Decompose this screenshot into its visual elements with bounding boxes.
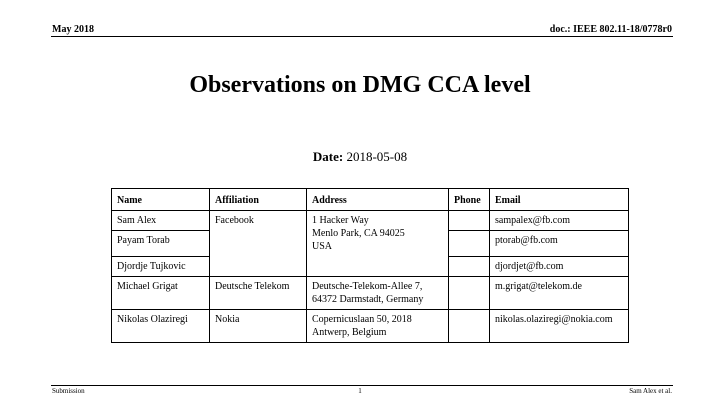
author-name: Sam Alex [112,211,210,231]
author-phone [449,310,490,343]
author-affiliation: Nokia [210,310,307,343]
address-line: Menlo Park, CA 94025 [312,228,405,239]
footer-divider [51,385,673,386]
slide-title: Observations on DMG CCA level [189,72,531,98]
column-header-affiliation: Affiliation [210,189,307,211]
author-phone [449,277,490,310]
author-email: sampalex@fb.com [490,211,629,231]
author-name: Nikolas Olaziregi [112,310,210,343]
date-label: Date: [312,149,344,164]
table-row [112,211,629,231]
author-email: djordjet@fb.com [490,257,629,277]
footer-page-number: 1 [358,387,362,395]
author-address [307,310,449,343]
footer-submission: Submission [52,387,85,395]
author-name: Michael Grigat [112,277,210,310]
author-affiliation: Facebook [210,211,307,277]
author-phone [449,257,490,277]
address-line: USA [312,241,333,252]
author-email: ptorab@fb.com [490,231,629,257]
address-line: Copernicuslaan 50, 2018 [312,314,412,325]
author-email: nikolas.olaziregi@nokia.com [490,310,629,343]
column-header-phone: Phone [449,189,490,211]
date-value: 2018-05-08 [346,149,408,164]
address-line: Antwerp, Belgium [312,327,387,338]
column-header-name: Name [112,189,210,211]
date-line [0,149,720,165]
column-header-address: Address [307,189,449,211]
author-phone [449,231,490,257]
header-date: May 2018 [52,24,94,35]
author-name: Djordje Tujkovic [112,257,210,277]
address-line: 1 Hacker Way [312,215,369,226]
author-affiliation: Deutsche Telekom [210,277,307,310]
column-header-email: Email [490,189,629,211]
header-doc-id: doc.: IEEE 802.11-18/0778r0 [549,24,672,35]
author-address [307,277,449,310]
footer-authors: Sam Alex et al. [629,387,672,395]
author-address [307,211,449,277]
table-row [112,277,629,310]
table-row [112,310,629,343]
address-line: Deutsche-Telekom-Allee 7, [312,281,423,292]
header-divider [51,36,673,37]
author-email: m.grigat@telekom.de [490,277,629,310]
address-line: 64372 Darmstadt, Germany [312,294,424,305]
author-phone [449,211,490,231]
authors-table [111,188,629,343]
table-header-row [112,189,629,211]
author-name: Payam Torab [112,231,210,257]
